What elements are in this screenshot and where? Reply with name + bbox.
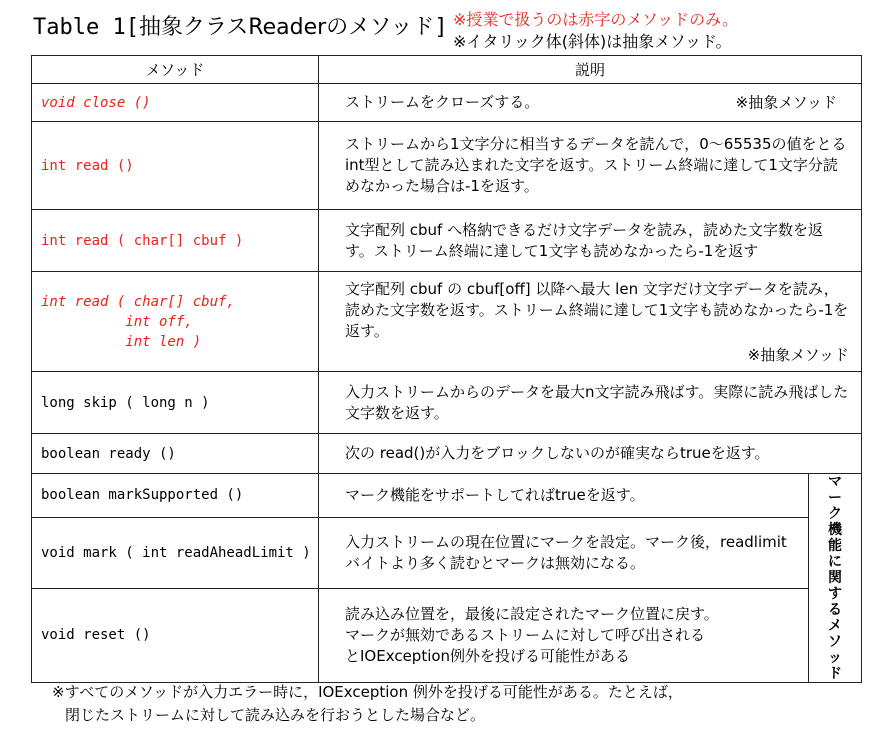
desc-text: 入力ストリームからのデータを最大n文字読み飛ばす。実際に読み飛ばした文字数を返す。 (345, 382, 849, 422)
group-label-char: ッ (828, 650, 842, 666)
footer-line-2: 閉じたストリームに対して読み込みを行おうとした場合など。 (65, 706, 486, 724)
table-row (32, 210, 862, 272)
notes (453, 9, 738, 53)
group-label-char: ソ (828, 634, 842, 650)
group-label-char: に (828, 554, 842, 570)
group-label-char: 関 (828, 570, 842, 586)
desc-cell (319, 122, 862, 210)
group-label-cell (809, 474, 862, 683)
note-red: ※授業で扱うのは赤字のメソッドのみ。 (453, 10, 739, 29)
group-label-char: ー (828, 490, 842, 506)
table-row (32, 372, 862, 434)
table-row (32, 122, 862, 210)
group-label-char: ド (828, 666, 842, 682)
table-title (33, 14, 448, 42)
desc-text: 次の read()が入力をブロックしないのが確実ならtrueを返す。 (345, 444, 770, 462)
desc-cell (319, 588, 809, 682)
table-row (32, 434, 862, 474)
header-method: メソッド (32, 56, 319, 84)
table-row (32, 588, 862, 682)
desc-cell (319, 210, 862, 272)
group-label-char: る (828, 602, 842, 618)
method-cell (32, 210, 319, 272)
method-name: void mark ( int readAheadLimit ) (41, 544, 311, 561)
desc-text: 入力ストリームの現在位置にマークを設定。マーク後，readlimitバイトより多く読むとマークは無効になる。 (345, 532, 787, 572)
method-name: int read ( char[] cbuf ) (41, 232, 244, 249)
method-name: void reset () (41, 627, 151, 644)
desc-text: ストリームをクローズする。 (345, 93, 540, 111)
title-jp: 抽象クラスReaderのメソッド (138, 15, 435, 40)
method-cell (32, 122, 319, 210)
table-row (32, 474, 862, 518)
desc-cell (319, 84, 862, 122)
method-cell (32, 372, 319, 434)
group-label-char: す (828, 586, 842, 602)
table-row (32, 272, 862, 372)
table-row (32, 517, 862, 588)
method-cell (32, 588, 319, 682)
table-header-row (32, 56, 862, 84)
desc-text: 文字配列 cbuf の cbuf[off] 以降へ最大 len 文字だけ文字データを読み，読めた文字数を返す。ストリーム終端に達して1文字も読めなかったら-1を返す。 (345, 279, 849, 340)
desc-cell (319, 517, 809, 588)
title-prefix: Table 1[ (33, 15, 139, 40)
group-label-char: ク (828, 506, 842, 522)
method-name: boolean ready () (41, 445, 176, 462)
desc-text: 文字配列 cbuf へ格納できるだけ文字データを読み，読めた文字数を返す。ストリーム終端に達して1文字も読めなかったら-1を返す (345, 220, 823, 260)
method-cell (32, 517, 319, 588)
method-name: boolean markSupported () (41, 487, 244, 504)
note-black: ※イタリック体(斜体)は抽象メソッド。 (453, 32, 732, 51)
desc-cell (319, 474, 809, 518)
method-cell (32, 434, 319, 474)
methods-table (31, 55, 862, 683)
method-cell (32, 272, 319, 372)
method-name-line-2: int off, (41, 313, 193, 330)
footer-line-1: ※すべてのメソッドが入力エラー時に，IOException 例外を投げる可能性がある。たとえば， (52, 683, 683, 701)
abstract-tag: ※抽象メソッド (735, 93, 838, 111)
desc-line-1: 読み込み位置を，最後に設定されたマーク位置に戻す。 (345, 604, 719, 623)
method-name-line-3: int len ) (41, 333, 202, 350)
abstract-tag: ※抽象メソッド (747, 345, 850, 364)
footer-note (52, 681, 683, 727)
desc-text: マーク機能をサポートしてればtrueを返す。 (345, 485, 645, 504)
desc-line-2: マークが無効であるストリームに対して呼び出される (345, 625, 706, 644)
desc-cell (319, 434, 862, 474)
group-label-char: マ (828, 474, 842, 490)
group-label-char: 機 (828, 522, 842, 538)
method-cell (32, 84, 319, 122)
method-cell (32, 474, 319, 518)
method-name: int read () (41, 157, 134, 174)
group-label-char: メ (828, 618, 842, 634)
desc-text: ストリームから1文字分に相当するデータを読んで，0〜65535の値をとるint型として読み込まれた文字を返す。ストリーム終端に達して1文字分読めなかった場合は-1を返す。 (345, 135, 847, 195)
method-name-line-1: int read ( char[] cbuf, (41, 293, 235, 310)
group-label-char: 能 (828, 538, 842, 554)
desc-line-3: とIOException例外を投げる可能性がある (345, 646, 631, 665)
title-suffix: ] (434, 15, 448, 40)
header-description: 説明 (319, 56, 862, 84)
desc-cell (319, 272, 862, 372)
method-name: void close () (41, 94, 151, 111)
desc-cell (319, 372, 862, 434)
method-name: long skip ( long n ) (41, 394, 210, 411)
mark-group-label (809, 474, 861, 682)
table-row (32, 84, 862, 122)
